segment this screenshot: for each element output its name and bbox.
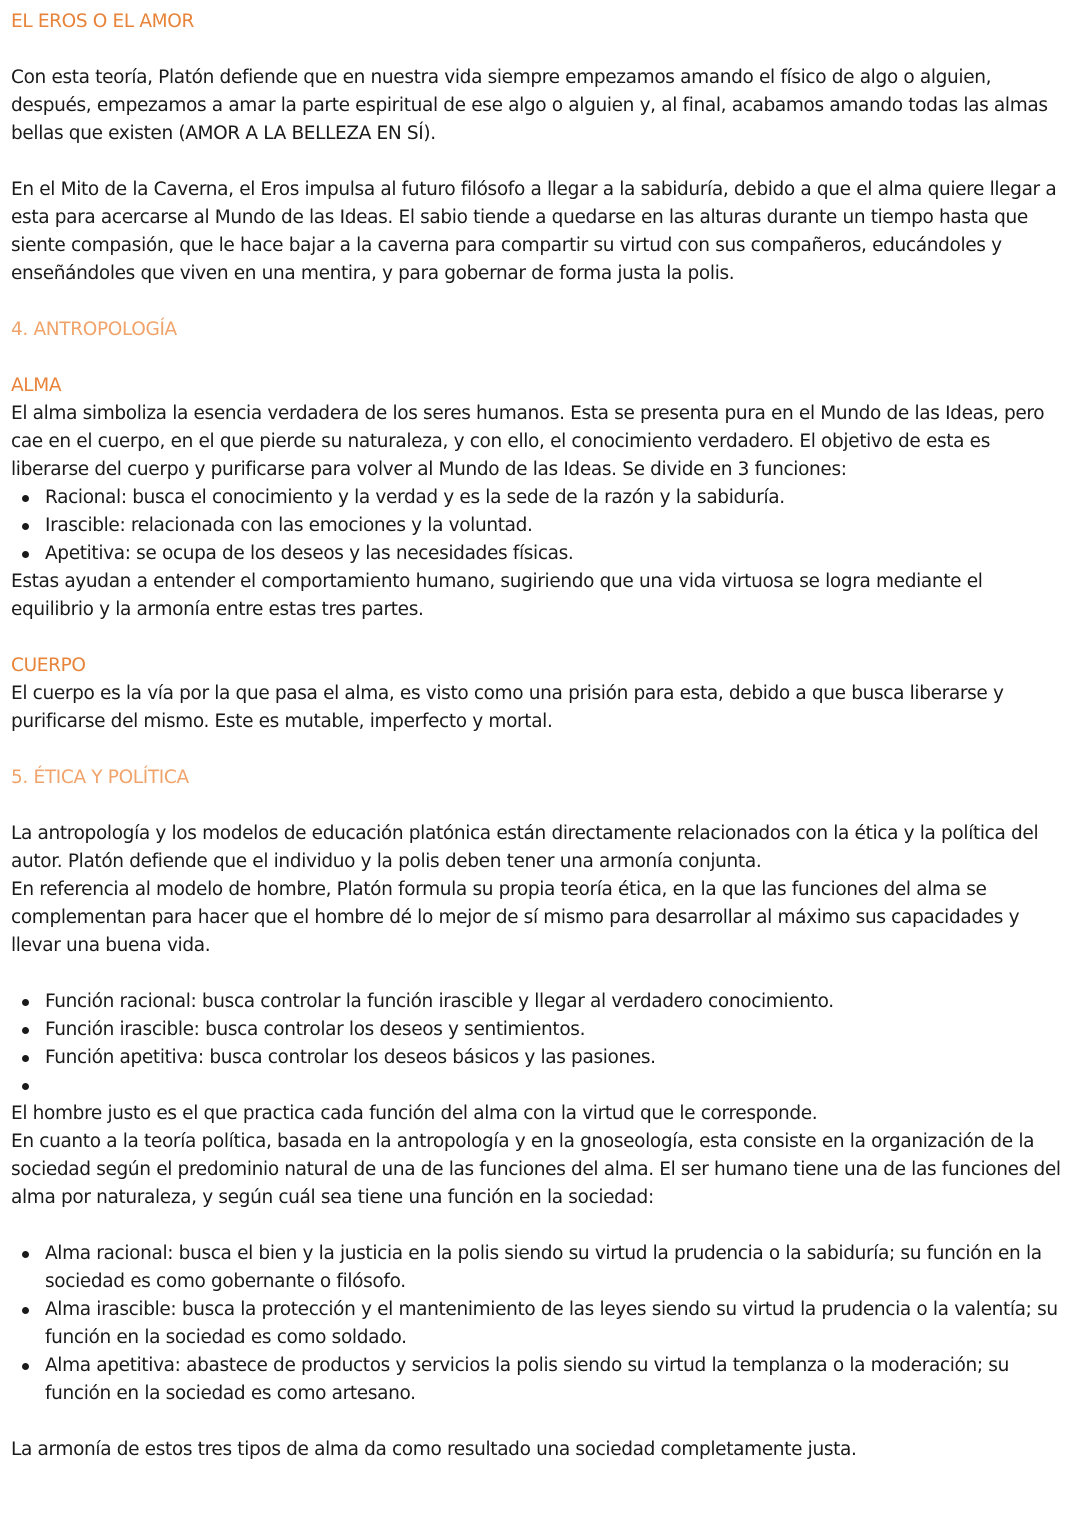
- paragraph-etica-2: En referencia al modelo de hombre, Platón formula su propia teoría ética, en la que las funciones del alma se complementan para hacer que el hombre dé lo mejor de sí mismo para desarrollar al máximo sus capacidades y llevar una buena vida.: [11, 879, 1020, 956]
- paragraph-cuerpo: El cuerpo es la vía por la que pasa el alma, es visto como una prisión para esta, debido a que busca liberarse y purificarse del mismo. Este es mutable, imperfecto y mortal.: [11, 683, 1004, 732]
- list-item: Apetitiva: se ocupa de los deseos y las necesidades físicas.: [45, 540, 1069, 568]
- list-item: Irascible: relacionada con las emociones y la voluntad.: [45, 512, 1069, 540]
- spacer: [11, 960, 1069, 988]
- spacer: [11, 36, 1069, 64]
- spacer: [11, 792, 1069, 820]
- section-heading-antropologia: 4. ANTROPOLOGÍA: [11, 319, 177, 340]
- list-item: Función apetitiva: busca controlar los deseos básicos y las pasiones.: [45, 1044, 1069, 1072]
- subheading-cuerpo: CUERPO: [11, 655, 86, 676]
- paragraph-eros-2: En el Mito de la Caverna, el Eros impulsa al futuro filósofo a llegar a la sabiduría, debido a que el alma quiere llegar a esta para acercarse al Mundo de las Ideas. El sabio tiende a quedarse en las alturas durante un tiempo hasta que siente compasión, que le hace bajar a la caverna para compartir su virtud con sus compañeros, educándoles y enseñándoles que viven en una mentira, y para gobernar de forma justa la polis.: [11, 179, 1057, 284]
- spacer: [11, 344, 1069, 372]
- spacer: [11, 736, 1069, 764]
- list-item: Racional: busca el conocimiento y la verdad y es la sede de la razón y la sabiduría.: [45, 484, 1069, 512]
- section-heading-eros: EL EROS O EL AMOR: [11, 11, 195, 32]
- spacer: [11, 1212, 1069, 1240]
- subheading-alma: ALMA: [11, 375, 62, 396]
- list-funciones-eticas: [11, 988, 1069, 1100]
- spacer: [11, 624, 1069, 652]
- list-alma-funciones: [11, 484, 1069, 568]
- list-item: Función racional: busca controlar la función irascible y llegar al verdadero conocimiento.: [45, 988, 1069, 1016]
- spacer: [11, 148, 1069, 176]
- spacer: [11, 288, 1069, 316]
- paragraph-etica-4: En cuanto a la teoría política, basada en la antropología y en la gnoseología, esta consiste en la organización de la sociedad según el predominio natural de una de las funciones del alma. El ser humano tiene una de las funciones del alma por naturaleza, y según cuál sea tiene una función en la sociedad:: [11, 1131, 1061, 1208]
- list-item: Alma apetitiva: abastece de productos y servicios la polis siendo su virtud la templanza o la moderación; su función en la sociedad es como artesano.: [45, 1352, 1069, 1408]
- paragraph-alma-cierre: Estas ayudan a entender el comportamiento humano, sugiriendo que una vida virtuosa se logra mediante el equilibrio y la armonía entre estas tres partes.: [11, 571, 983, 620]
- spacer: [11, 1408, 1069, 1436]
- section-heading-etica: 5. ÉTICA Y POLÍTICA: [11, 767, 189, 788]
- list-tipos-alma: [11, 1240, 1069, 1408]
- paragraph-eros-1: Con esta teoría, Platón defiende que en nuestra vida siempre empezamos amando el físico de algo o alguien, después, empezamos a amar la parte espiritual de ese algo o alguien y, al final, acabamos amando todas las almas bellas que existen (AMOR A LA BELLEZA EN SÍ).: [11, 67, 1048, 144]
- paragraph-alma-intro: El alma simboliza la esencia verdadera de los seres humanos. Esta se presenta pura en el Mundo de las Ideas, pero cae en el cuerpo, en el que pierde su naturaleza, y con ello, el conocimiento verdadero. El objetivo de esta es liberarse del cuerpo y purificarse para volver al Mundo de las Ideas. Se divide en 3 funciones:: [11, 403, 1045, 480]
- list-item: Alma irascible: busca la protección y el mantenimiento de las leyes siendo su virtud la prudencia o la valentía; su función en la sociedad es como soldado.: [45, 1296, 1069, 1352]
- list-item: Alma racional: busca el bien y la justicia en la polis siendo su virtud la prudencia o la sabiduría; su función en la sociedad es como gobernante o filósofo.: [45, 1240, 1069, 1296]
- list-item: Función irascible: busca controlar los deseos y sentimientos.: [45, 1016, 1069, 1044]
- paragraph-conclusion: La armonía de estos tres tipos de alma da como resultado una sociedad completamente justa.: [11, 1439, 857, 1460]
- paragraph-etica-1: La antropología y los modelos de educación platónica están directamente relacionados con la ética y la política del autor. Platón defiende que el individuo y la polis deben tener una armonía conjunta.: [11, 823, 1039, 872]
- list-item-empty: [45, 1072, 1069, 1100]
- paragraph-etica-3: El hombre justo es el que practica cada función del alma con la virtud que le corresponde.: [11, 1103, 818, 1124]
